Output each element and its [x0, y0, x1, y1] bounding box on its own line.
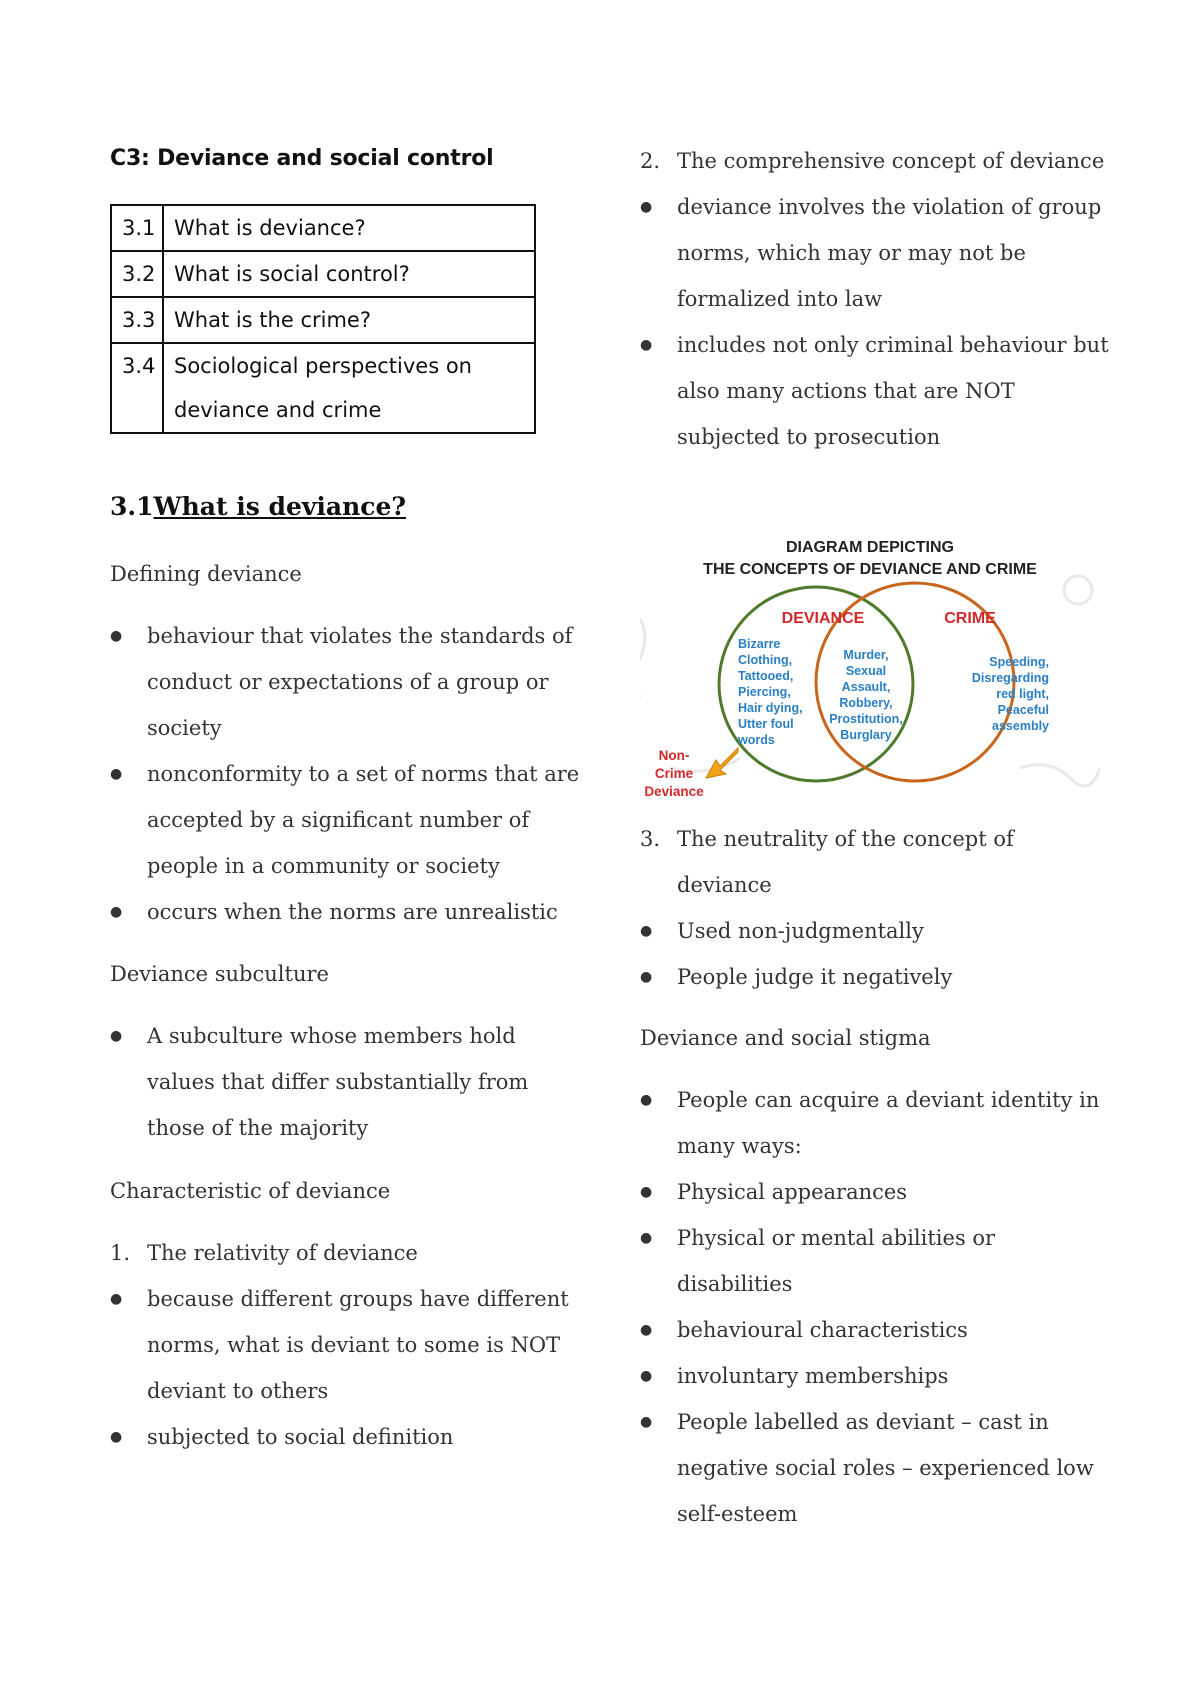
bullet-icon: ●	[110, 1028, 123, 1044]
list-item: ● Physical appearances	[640, 1169, 1110, 1215]
bullet-icon: ●	[110, 628, 123, 644]
toc-row	[111, 297, 535, 343]
example-text: Peaceful	[997, 703, 1049, 717]
example-text: red light,	[996, 687, 1049, 701]
list-item: ● behaviour that violates the standards of conduct or expectations of a group or society	[110, 613, 580, 751]
characteristic-heading: Characteristic of deviance	[110, 1179, 391, 1203]
list-item: ● nonconformity to a set of norms that are accepted by a significant number of people in a community or society	[110, 751, 580, 889]
toc-row	[111, 343, 535, 433]
diagram-title-line2: THE CONCEPTS OF DEVIANCE AND CRIME	[703, 561, 1037, 578]
example-text: Speeding,	[989, 655, 1049, 669]
bullet-icon: ●	[640, 1092, 653, 1108]
list-item: ● People can acquire a deviant identity in many ways:	[640, 1077, 1110, 1169]
list-item: ● includes not only criminal behaviour but also many actions that are NOT subjected to prosecution	[640, 322, 1110, 460]
example-text: Tattooed,	[738, 669, 794, 683]
example-text: Hair dying,	[738, 701, 803, 715]
example-text: Bizarre	[738, 637, 781, 651]
list-item: ● Physical or mental abilities or disabilities	[640, 1215, 1110, 1307]
toc-row	[111, 251, 535, 297]
list-item: ● People labelled as deviant – cast in negative social roles – experienced low self-esteem	[640, 1399, 1110, 1537]
numbered-item: 2. The comprehensive concept of deviance	[640, 138, 1110, 184]
example-text: Burglary	[840, 728, 892, 742]
toc-number: 3.2	[111, 251, 163, 297]
numbered-item: 1. The relativity of deviance	[110, 1230, 580, 1276]
list-item: ● occurs when the norms are unrealistic	[110, 889, 580, 935]
example-text: Sexual	[845, 664, 887, 678]
bullet-icon: ●	[640, 337, 653, 353]
toc-text: What is the crime?	[163, 297, 535, 343]
bullet-icon: ●	[640, 969, 653, 985]
label-text: Non-	[658, 748, 690, 763]
toc-row	[111, 205, 535, 251]
stigma-heading: Deviance and social stigma	[640, 1026, 931, 1050]
crime-label: CRIME	[944, 610, 996, 627]
numbered-item: 3. The neutrality of the concept of deviance	[640, 816, 1110, 908]
toc-number: 3.3	[111, 297, 163, 343]
list-item: ● Used non-judgmentally	[640, 908, 1110, 954]
subculture-heading: Deviance subculture	[110, 962, 329, 986]
example-text: words	[738, 733, 775, 747]
bullet-icon: ●	[640, 199, 653, 215]
section-heading-number: 3.1	[110, 492, 154, 521]
defining-heading: Defining deviance	[110, 562, 302, 586]
toc-number: 3.1	[111, 205, 163, 251]
bullet-icon: ●	[110, 1291, 123, 1307]
section-heading-text: What is deviance?	[153, 492, 407, 521]
item-number: 3.	[640, 827, 661, 851]
table-of-contents	[110, 204, 536, 434]
list-item: ● involuntary memberships	[640, 1353, 1110, 1399]
bullet-icon: ●	[640, 1184, 653, 1200]
item-number: 1.	[110, 1241, 131, 1265]
deviance-only-examples	[737, 637, 803, 747]
non-crime-deviance-label	[644, 748, 704, 799]
list-item: ● behavioural characteristics	[640, 1307, 1110, 1353]
bullet-icon: ●	[640, 1322, 653, 1338]
toc-number: 3.4	[111, 343, 163, 433]
example-text: Disregarding	[971, 671, 1049, 685]
example-text: Prostitution,	[829, 712, 903, 726]
bullet-icon: ●	[110, 1429, 123, 1445]
defining-list	[110, 613, 580, 935]
example-text: Murder,	[843, 648, 889, 662]
overlap-examples	[829, 648, 903, 742]
deviance-crime-venn-diagram	[640, 528, 1100, 800]
toc-text: What is deviance?	[163, 205, 535, 251]
example-text: assembly	[992, 719, 1049, 733]
bullet-icon: ●	[640, 1230, 653, 1246]
list-item: ● A subculture whose members hold values that differ substantially from those of the majority	[110, 1013, 580, 1151]
chapter-title: C3: Deviance and social control	[110, 146, 494, 171]
characteristic-1-list	[110, 1230, 580, 1460]
list-item: ● deviance involves the violation of group norms, which may or may not be formalized into law	[640, 184, 1110, 322]
list-item: ● because different groups have different norms, what is deviant to some is NOT deviant to others	[110, 1276, 580, 1414]
example-text: Clothing,	[738, 653, 793, 667]
list-item: ● subjected to social definition	[110, 1414, 580, 1460]
stigma-list	[640, 1077, 1110, 1537]
example-text: Assault,	[841, 680, 891, 694]
subculture-list	[110, 1013, 580, 1151]
bullet-icon: ●	[110, 766, 123, 782]
characteristic-2-list	[640, 138, 1110, 460]
example-text: Utter foul	[738, 717, 794, 731]
example-text: Piercing,	[738, 685, 791, 699]
bullet-icon: ●	[640, 1368, 653, 1384]
characteristic-3-list	[640, 816, 1110, 1000]
crime-only-examples	[972, 655, 1049, 733]
bullet-icon: ●	[110, 904, 123, 920]
list-item: ● People judge it negatively	[640, 954, 1110, 1000]
label-text: Deviance	[644, 784, 704, 799]
diagram-title-line1: DIAGRAM DEPICTING	[786, 539, 954, 556]
example-text: Robbery,	[839, 696, 893, 710]
toc-text: What is social control?	[163, 251, 535, 297]
bullet-icon: ●	[640, 1414, 653, 1430]
section-heading	[110, 492, 406, 521]
bullet-icon: ●	[640, 923, 653, 939]
item-number: 2.	[640, 149, 661, 173]
label-text: Crime	[654, 766, 694, 781]
deviance-label: DEVIANCE	[781, 610, 865, 627]
toc-text: Sociological perspectives on deviance and crime	[163, 343, 535, 433]
